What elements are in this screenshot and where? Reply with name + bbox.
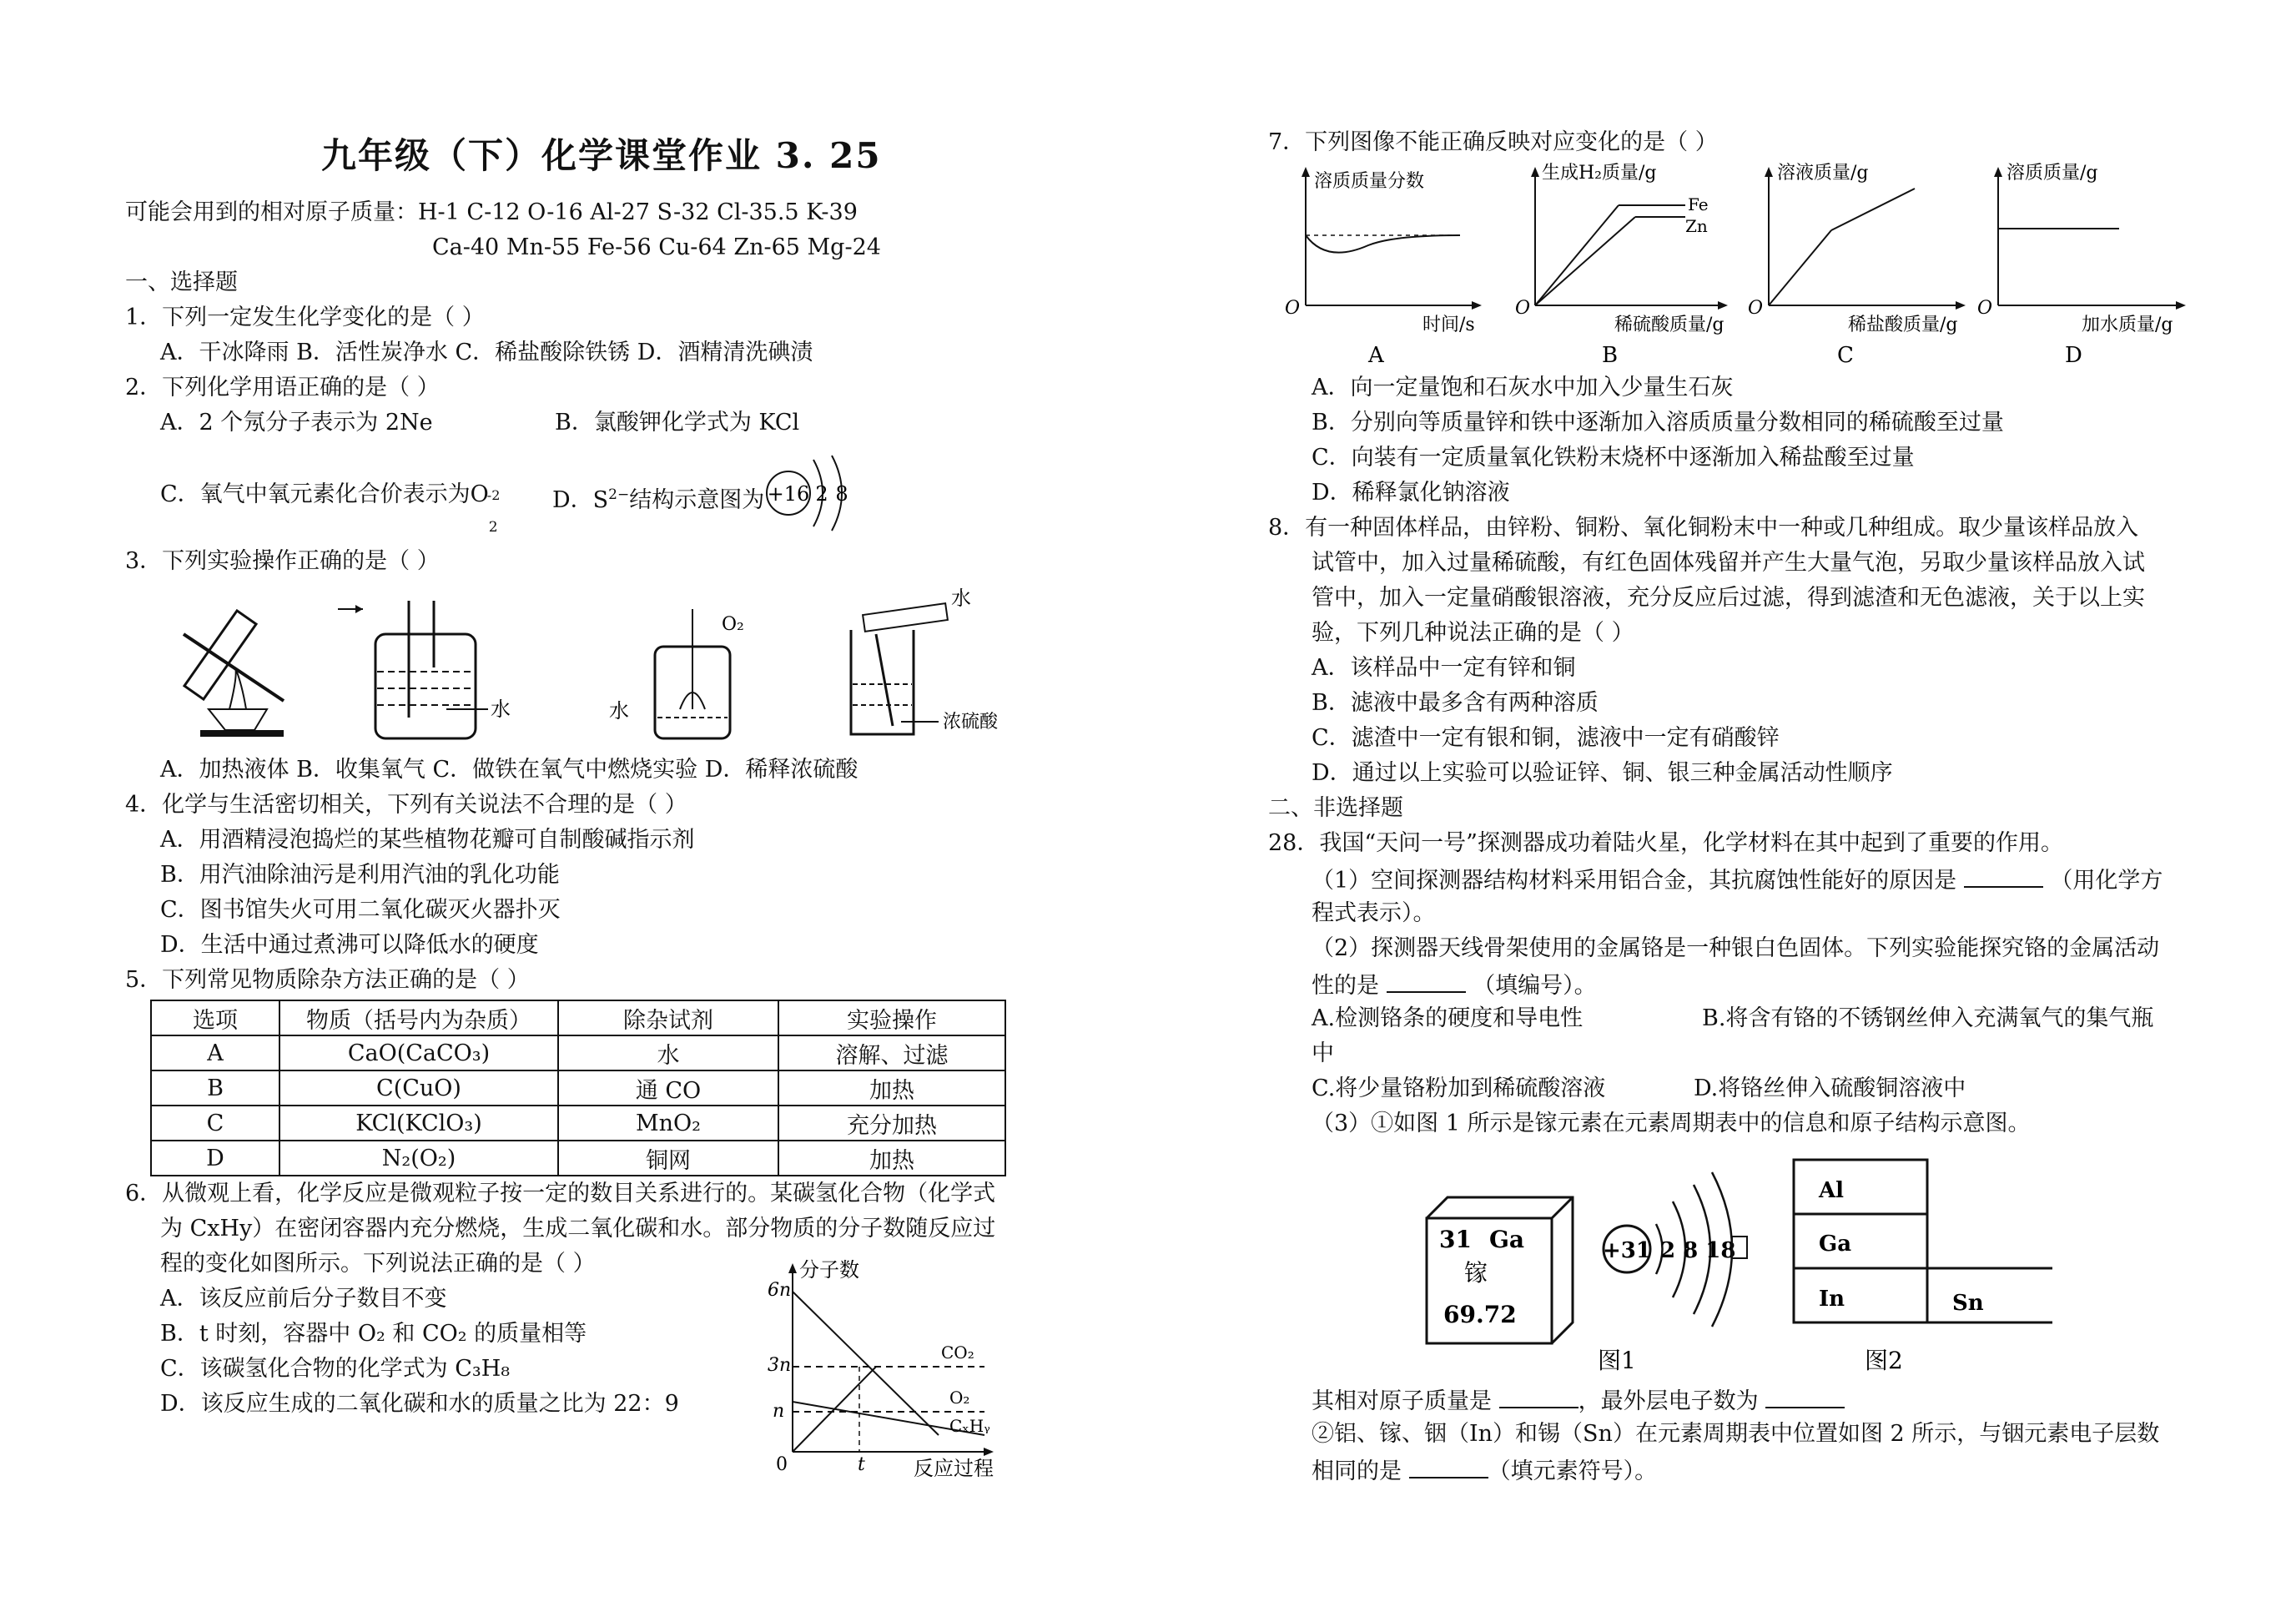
- svg-text:Zn: Zn: [1685, 216, 1708, 236]
- answer-blank: [1387, 970, 1466, 993]
- svg-text:t: t: [858, 1454, 865, 1475]
- svg-text:水: 水: [491, 698, 511, 721]
- sulfur-ion-structure-diagram: [763, 447, 864, 539]
- table-header-row: [151, 1000, 1005, 1035]
- q28-part4: 其相对原子质量是 ，最外层电子数为: [1312, 1385, 1845, 1416]
- q7-option-a: A．向一定量饱和石灰水中加入少量生石灰: [1312, 375, 1734, 400]
- q2-stem: 2．下列化学用语正确的是（ ）: [125, 375, 440, 400]
- q5-table: [150, 1000, 1006, 1176]
- table-row: A CaO(CaCO₃) 水 溶解、过滤: [151, 1035, 1005, 1070]
- table-row: D N₂(O₂) 铜网 加热: [151, 1141, 1005, 1176]
- svg-text:水: 水: [951, 587, 971, 610]
- svg-text:稀盐酸质量/g: 稀盐酸质量/g: [1848, 315, 1958, 335]
- q4-option-a: A．用酒精浸泡捣烂的某些植物花瓣可自制酸碱指示剂: [160, 827, 695, 853]
- q7-stem: 7．下列图像不能正确反映对应变化的是（ ）: [1268, 129, 1718, 155]
- table-header-cell: 选项: [151, 1000, 279, 1035]
- svg-text:In: In: [1819, 1287, 1845, 1312]
- q6-molecule-count-graph: [734, 1252, 1018, 1477]
- svg-text:Sn: Sn: [1952, 1291, 1984, 1316]
- svg-text:69.72: 69.72: [1443, 1301, 1517, 1328]
- svg-text:0: 0: [776, 1454, 788, 1475]
- svg-text:O₂: O₂: [722, 614, 744, 635]
- q28-part6: 相同的是 （填元素符号）。: [1312, 1455, 1657, 1486]
- svg-text:生成H₂质量/g: 生成H₂质量/g: [1542, 163, 1657, 184]
- table-header-cell: 除杂试剂: [558, 1000, 778, 1035]
- q2-option-c: C．氧气中氧元素化合价表示为O -2 2: [160, 481, 501, 536]
- svg-text:Ga: Ga: [1819, 1232, 1852, 1257]
- q3-stem: 3．下列实验操作正确的是（ ）: [125, 548, 440, 574]
- section-heading-non-choice: 二、非选择题: [1268, 795, 1403, 821]
- q8-option-b: B．滤液中最多含有两种溶质: [1312, 690, 1599, 716]
- svg-text:O: O: [1748, 298, 1764, 319]
- svg-text:B: B: [1602, 343, 1619, 368]
- q6-option-d: D．该反应生成的二氧化碳和水的质量之比为 22：9: [160, 1391, 679, 1417]
- svg-text:2 8 18: 2 8 18: [1660, 1238, 1736, 1263]
- q6-line-1: 6．从微观上看，化学反应是微观粒子按一定的数目关系进行的。某碳氢化合物（化学式: [125, 1181, 996, 1206]
- q7-graph-d: [1977, 163, 2186, 368]
- figure-1-caption: 图1: [1598, 1347, 1636, 1374]
- q8-line-3: 管中，加入一定量硝酸银溶液，充分反应后过滤，得到滤渣和无色滤液，关于以上实: [1312, 585, 2145, 611]
- atomic-mass-line-1: 可能会用到的相对原子质量：H-1 C-12 O-16 Al-27 S-32 Cl-35.5 K-39: [125, 199, 858, 225]
- q6-option-c: C．该碳氢化合物的化学式为 C₃H₈: [160, 1356, 511, 1382]
- q28-option-a: A.检测铬条的硬度和导电性: [1312, 1005, 1584, 1031]
- svg-text:31: 31: [1439, 1226, 1472, 1253]
- svg-text:溶质质量/g: 溶质质量/g: [2006, 163, 2098, 184]
- q28-option-b: B.将含有铬的不锈钢丝伸入充满氧气的集气瓶: [1702, 1005, 2154, 1031]
- q3-apparatus-figures: [159, 584, 1035, 751]
- q28-part3: （3）①如图 1 所示是镓元素在元素周期表中的信息和原子结构示意图。: [1312, 1111, 2031, 1136]
- svg-text:Al: Al: [1819, 1178, 1845, 1203]
- q4-option-c: C．图书馆失火可用二氧化碳灭火器扑灭: [160, 897, 561, 923]
- dilute-acid-figure: [851, 587, 999, 734]
- q3-options: A．加热液体 B．收集氧气 C．做铁在氧气中燃烧实验 D．稀释浓硫酸: [160, 757, 858, 783]
- q7-graph-a: [1285, 167, 1482, 368]
- table-row: B C(CuO) 通 CO 加热: [151, 1070, 1005, 1106]
- svg-text:CₓHᵧ: CₓHᵧ: [949, 1416, 990, 1436]
- q28-part2-cont: 性的是 （填编号）。: [1312, 970, 1597, 1000]
- q7-graphs: [1268, 155, 2186, 372]
- q28-part1-cont: 程式表示）。: [1312, 900, 1436, 926]
- table-row: C KCl(KClO₃) MnO₂ 充分加热: [151, 1106, 1005, 1141]
- q8-line-4: 验，下列几种说法正确的是（ ）: [1312, 620, 1634, 646]
- svg-text:O: O: [1977, 298, 1993, 319]
- table-header-cell: 实验操作: [778, 1000, 1005, 1035]
- q8-line-1: 8．有一种固体样品，由锌粉、铜粉、氧化铜粉末中一种或几种组成。取少量该样品放入: [1268, 515, 2139, 541]
- svg-text:O: O: [1515, 298, 1531, 319]
- q28-part1: （1）空间探测器结构材料采用铝合金，其抗腐蚀性能好的原因是 （用化学方: [1312, 864, 2163, 895]
- q2-option-b: B．氯酸钾化学式为 KCl: [555, 410, 800, 436]
- q8-option-d: D．通过以上实验可以验证锌、铜、银三种金属活动性顺序: [1312, 760, 1893, 786]
- q7-option-b: B．分别向等质量锌和铁中逐渐加入溶质质量分数相同的稀硫酸至过量: [1312, 410, 2004, 436]
- svg-text:反应过程: 反应过程: [914, 1457, 994, 1477]
- svg-text:6n: 6n: [768, 1280, 792, 1301]
- svg-text:O₂: O₂: [949, 1388, 970, 1408]
- q8-option-a: A．该样品中一定有锌和铜: [1312, 655, 1576, 681]
- answer-blank: [1964, 864, 2043, 888]
- q1-stem: 1．下列一定发生化学变化的是（ ）: [125, 305, 485, 330]
- svg-text:n: n: [773, 1401, 785, 1422]
- svg-text:A: A: [1368, 343, 1384, 368]
- svg-text:3n: 3n: [768, 1355, 792, 1376]
- q28-option-c: C.将少量铬粉加到稀硫酸溶液: [1312, 1075, 1606, 1101]
- svg-text:溶质质量分数: 溶质质量分数: [1314, 171, 1425, 192]
- gallium-element-cube: [1427, 1197, 1573, 1343]
- svg-text:镓: 镓: [1464, 1259, 1488, 1287]
- q8-option-c: C．滤渣中一定有银和铜，滤液中一定有硝酸锌: [1312, 725, 1780, 751]
- q7-option-d: D．稀释氯化钠溶液: [1312, 480, 1510, 506]
- svg-text:2: 2: [815, 482, 828, 506]
- q4-option-b: B．用汽油除油污是利用汽油的乳化功能: [160, 862, 560, 888]
- svg-text:O: O: [1285, 298, 1301, 319]
- q2-option-a: A．2 个氖分子表示为 2Ne: [160, 410, 433, 436]
- svg-text:D: D: [2065, 343, 2082, 368]
- svg-text:8: 8: [835, 482, 848, 506]
- svg-text:时间/s: 时间/s: [1422, 315, 1475, 335]
- svg-text:分子数: 分子数: [799, 1258, 859, 1282]
- svg-text:Fe: Fe: [1688, 194, 1709, 214]
- answer-blank: [1409, 1455, 1488, 1478]
- atomic-mass-line-2: Ca-40 Mn-55 Fe-56 Cu-64 Zn-65 Mg-24: [432, 234, 881, 260]
- q7-option-c: C．向装有一定质量氧化铁粉末烧杯中逐渐加入稀盐酸至过量: [1312, 445, 1915, 471]
- q28-part2: （2）探测器天线骨架使用的金属铬是一种银白色固体。下列实验能探究铬的金属活动: [1312, 935, 2160, 961]
- answer-blank: [1765, 1385, 1845, 1408]
- q28-part5: ②铝、镓、铟（In）和锡（Sn）在元素周期表中位置如图 2 所示，与铟元素电子层数: [1312, 1421, 2160, 1447]
- q5-stem: 5．下列常见物质除杂方法正确的是（ ）: [125, 967, 530, 993]
- q4-option-d: D．生活中通过煮沸可以降低水的硬度: [160, 932, 539, 958]
- q28-stem: 28．我国“天问一号”探测器成功着陆火星，化学材料在其中起到了重要的作用。: [1268, 830, 2063, 856]
- iron-burning-figure: [609, 609, 744, 738]
- svg-text:C: C: [1837, 343, 1854, 368]
- section-heading-choice: 一、选择题: [125, 269, 238, 295]
- q28-option-d: D.将铬丝伸入硫酸铜溶液中: [1694, 1075, 1966, 1101]
- page-title: 九年级（下）化学课堂作业 3. 25: [321, 135, 882, 176]
- answer-blank: [1499, 1385, 1578, 1408]
- gallium-atom-structure: [1603, 1172, 1747, 1327]
- q7-graph-c: [1748, 163, 1966, 368]
- q4-stem: 4．化学与生活密切相关，下列有关说法不合理的是（ ）: [125, 792, 687, 818]
- table-header-cell: 物质（括号内为杂质）: [279, 1000, 558, 1035]
- svg-text:稀硫酸质量/g: 稀硫酸质量/g: [1614, 315, 1725, 335]
- q6-line-3: 程的变化如图所示。下列说法正确的是（ ）: [160, 1251, 596, 1277]
- q6-option-a: A．该反应前后分子数目不变: [160, 1286, 447, 1312]
- svg-text:溶液质量/g: 溶液质量/g: [1777, 163, 1869, 184]
- q8-line-2: 试管中，加入过量稀硫酸，有红色固体残留并产生大量气泡，另取少量该样品放入试: [1312, 550, 2145, 576]
- svg-text:水: 水: [609, 699, 629, 723]
- q28-option-b-cont: 中: [1312, 1040, 1334, 1066]
- q7-graph-b: [1515, 163, 1728, 368]
- svg-text:加水质量/g: 加水质量/g: [2082, 315, 2173, 335]
- q2-option-d: D．$S^{2-}$结构示意图为: [552, 486, 765, 513]
- svg-text:Ga: Ga: [1489, 1226, 1525, 1253]
- svg-text:+31: +31: [1603, 1238, 1651, 1263]
- q1-options: A．干冰降雨 B．活性炭净水 C．稀盐酸除铁锈 D．酒精清洗碘渍: [160, 340, 813, 365]
- heating-liquid-figure: [184, 611, 284, 737]
- svg-text:浓硫酸: 浓硫酸: [943, 712, 999, 733]
- collect-oxygen-figure: [338, 601, 511, 738]
- periodic-table-fragment: [1794, 1160, 2052, 1322]
- svg-text:CO₂: CO₂: [941, 1342, 974, 1363]
- q6-option-b: B．t 时刻，容器中 O₂ 和 CO₂ 的质量相等: [160, 1321, 587, 1347]
- gallium-figures: [1418, 1156, 2052, 1381]
- nucleus-charge: +16: [767, 482, 810, 506]
- q6-line-2: 为 CxHy）在密闭容器内充分燃烧，生成二氧化碳和水。部分物质的分子数随反应过: [160, 1216, 996, 1242]
- figure-2-caption: 图2: [1865, 1347, 1903, 1374]
